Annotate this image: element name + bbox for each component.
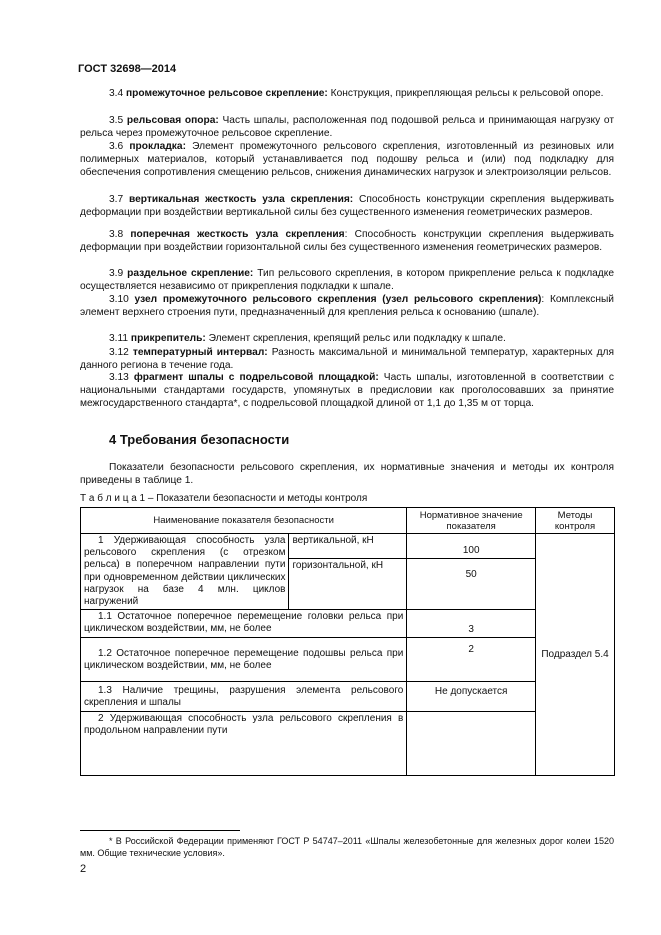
document-header: ГОСТ 32698—2014 (78, 63, 177, 75)
definition-3-6: 3.6 прокладка: Элемент промежуточного рельсового скрепления, изготовленный из резиновых или полимерных материалов, который устанавливается под подошву рельса и (или) под подкладку для обеспечения сопротивления смещению рельсов, снижения динамических нагрузок и электроизоляции рельсов. (80, 141, 614, 179)
table-row (81, 638, 615, 682)
table-row (81, 712, 615, 776)
table-header-row (81, 508, 615, 534)
row2-value (407, 712, 536, 776)
header-normative-value: Нормативное значение показателя (407, 508, 536, 534)
safety-table (80, 507, 615, 776)
table-row (81, 534, 615, 559)
definition-3-7: 3.7 вертикальная жесткость узла скрепления: Способность конструкции скрепления выдерживать деформации при воздействии вертикальной силы без существенного изменения геометрических размеров. (80, 194, 614, 219)
definition-3-12: 3.12 температурный интервал: Разность максимальной и минимальной температур, характерных для данного региона в течение года. (80, 347, 614, 372)
definition-3-5: 3.5 рельсовая опора: Часть шпалы, расположенная под подошвой рельса и принимающая нагрузку от рельса через промежуточное рельсовое скрепление. (80, 115, 615, 140)
page-number: 2 (80, 863, 87, 875)
definition-3-9: 3.9 раздельное скрепление: Тип рельсового скрепления, в котором прикрепление рельса к подкладке осуществляется независимо от прикрепления подкладки к шпале. (80, 268, 614, 293)
definition-3-8: 3.8 поперечная жесткость узла скрепления: Способность конструкции скрепления выдерживать деформации при воздействии горизонтальной силы без существенного изменения геометрических размеров. (80, 229, 614, 254)
row1-3-label: 1.3 Наличие трещины, разрушения элемента рельсового скрепления и шпалы (81, 682, 407, 712)
row1-1-value: 3 (407, 610, 536, 638)
row1-value-vertical: 100 (407, 534, 536, 559)
row1-value-horizontal: 50 (407, 558, 536, 610)
row1-sub-vertical: вертикальной, кН (289, 534, 407, 559)
definition-3-13: 3.13 фрагмент шпалы с подрельсовой площадкой: Часть шпалы, изготовленной в соответствии с национальными стандартами государств, упомянутых в предисловии как проголосовавших за принятие межгосударственного стандарта*, с подрельсовой площадкой длиной от 1,1 до 1,35 м от торца. (80, 372, 614, 410)
control-method-cell: Подраздел 5.4 (536, 534, 615, 776)
header-indicator-name: Наименование показателя безопасности (81, 508, 407, 534)
row1-sub-horizontal: горизонтальной, кН (289, 558, 407, 610)
table-row (81, 610, 615, 638)
row1-label: 1 Удерживающая способность узла рельсового скрепления (с отрезком рельса) в поперечном направлении пути при одновременном действии циклических нагрузок на базе 4 млн. циклов нагружений (81, 534, 289, 610)
table-caption: Т а б л и ц а 1 – Показатели безопасности и методы контроля (80, 493, 368, 504)
footnote-separator (80, 830, 240, 831)
table-row (81, 682, 615, 712)
row1-2-value: 2 (407, 638, 536, 682)
section-intro: Показатели безопасности рельсового скрепления, их нормативные значения и методы их контроля приведены в таблице 1. (80, 462, 614, 487)
row1-1-label: 1.1 Остаточное поперечное перемещение головки рельса при циклическом воздействии, мм, не более (81, 610, 407, 638)
definition-3-10: 3.10 узел промежуточного рельсового скрепления (узел рельсового скрепления): Комплексный элемент верхнего строения пути, предназначенный для крепления рельса к основанию (шпале). (80, 294, 614, 319)
definition-3-11: 3.11 прикрепитель: Элемент скрепления, крепящий рельс или подкладку к шпале. (109, 333, 506, 344)
row1-3-value: Не допускается (407, 682, 536, 712)
footnote: * В Российской Федерации применяют ГОСТ Р 54747–2011 «Шпалы железобетонные для железных дорог колеи 1520 мм. Общие технические условия». (80, 836, 614, 858)
header-control-methods: Методы контроля (536, 508, 615, 534)
section-title: 4 Требования безопасности (109, 432, 290, 447)
definition-3-4: 3.4 промежуточное рельсовое скрепление: Конструкция, прикрепляющая рельсы к рельсовой опоре. (109, 88, 604, 99)
row2-label: 2 Удерживающая способность узла рельсового скрепления в продольном направлении пути (81, 712, 407, 776)
row1-2-label: 1.2 Остаточное поперечное перемещение подошвы рельса при циклическом воздействии, мм, не более (81, 638, 407, 682)
